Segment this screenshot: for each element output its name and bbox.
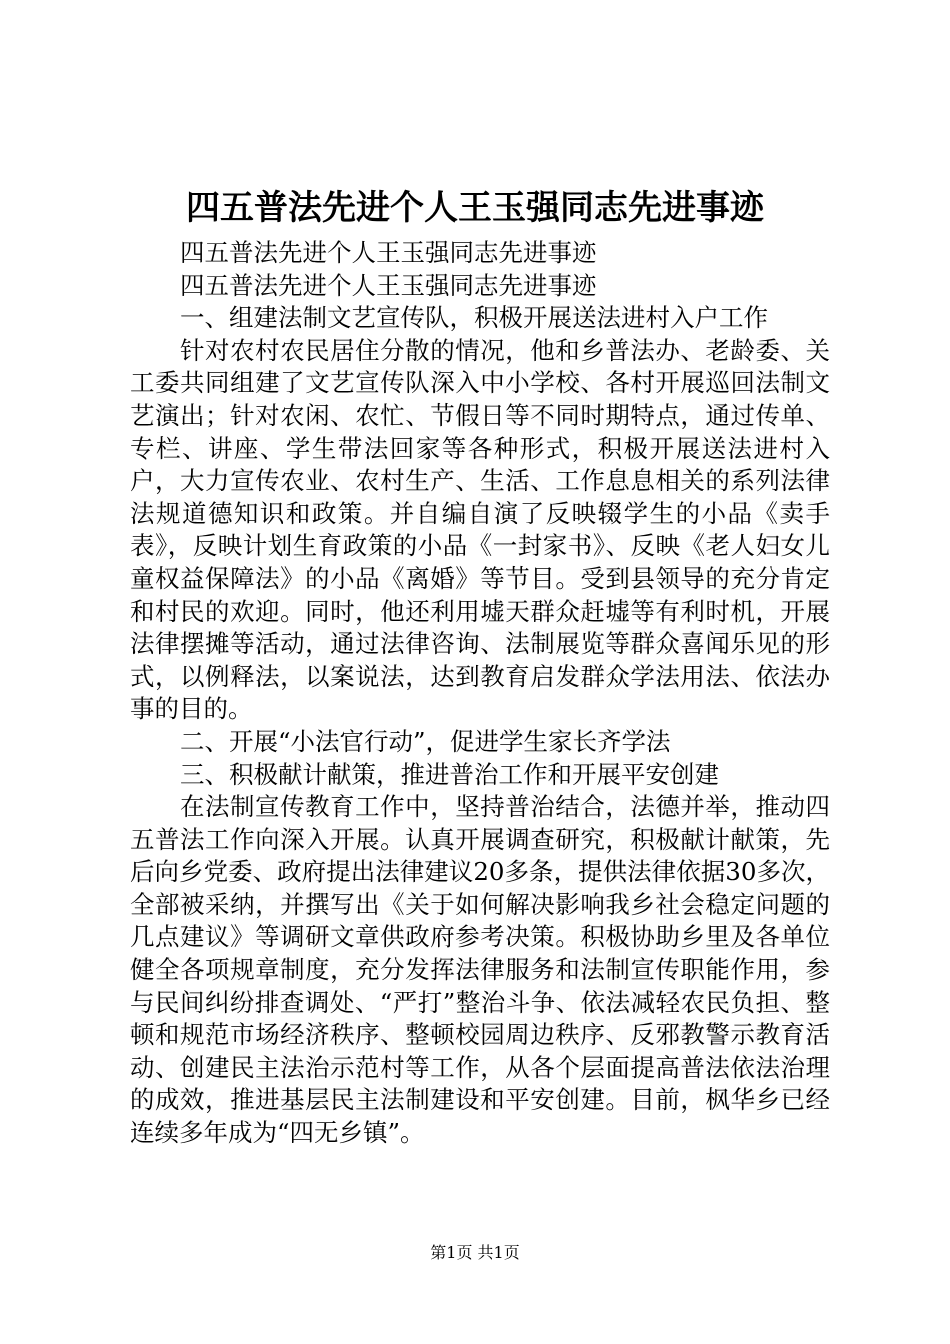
paragraph-section-3: 在法制宣传教育工作中，坚持普治结合，法德并举，推动四五普法工作向深入开展。认真开展调查研究，积极献计献策，先后向乡党委、政府提出法律建议20多条，提供法律依据30多次，全部被采纳，并撰写出《关于如何解决影响我乡社会稳定问题的几点建议》等调研文章供政府参考决策。积极协助乡里及各单位健全各项规章制度，充分发挥法律服务和法制宣传职能作用，参与民间纠纷排查调处、“严打”整治斗争、依法减轻农民负担、整顿和规范市场经济秩序、整顿校园周边秩序、反邪教警示教育活动、创建民主法治示范村等工作，从各个层面提高普法依法治理的成效，推进基层民主法制建设和平安创建。目前，枫华乡已经连续多年成为“四无乡镇”。: [130, 792, 830, 1148]
section-heading-2: 二、开展“小法官行动”，促进学生家长齐学法: [180, 726, 671, 756]
document-title: 四五普法先进个人王玉强同志先进事迹: [186, 188, 764, 228]
paragraph-subtitle-1: 四五普法先进个人王玉强同志先进事迹: [180, 238, 597, 267]
section-heading-1: 一、组建法制文艺宣传队，积极开展送法进村入户工作: [180, 303, 768, 333]
page-footer: 第1页 共1页: [430, 1243, 520, 1262]
paragraph-subtitle-2: 四五普法先进个人王玉强同志先进事迹: [180, 270, 597, 300]
paragraph-section-1: 针对农村农民居住分散的情况，他和乡普法办、老龄委、关工委共同组建了文艺宣传队深入中小学校、各村开展巡回法制文艺演出；针对农闲、农忙、节假日等不同时期特点，通过传单、专栏、讲座、学生带法回家等各种形式，积极开展送法进村入户，大力宣传农业、农村生产、生活、工作息息相关的系列法律法规道德知识和政策。并自编自演了反映辍学生的小品《卖手表》，反映计划生育政策的小品《一封家书》、反映《老人妇女儿童权益保障法》的小品《离婚》等节目。受到县领导的充分肯定和村民的欢迎。同时，他还利用墟天群众赶墟等有利时机，开展法律摆摊等活动，通过法律咨询、法制展览等群众喜闻乐见的形式，以例释法，以案说法，达到教育启发群众学法用法、依法办事的目的。: [130, 335, 830, 724]
document-body: [130, 237, 830, 1150]
section-heading-3: 三、积极献计献策，推进普治工作和开展平安创建: [180, 759, 719, 789]
